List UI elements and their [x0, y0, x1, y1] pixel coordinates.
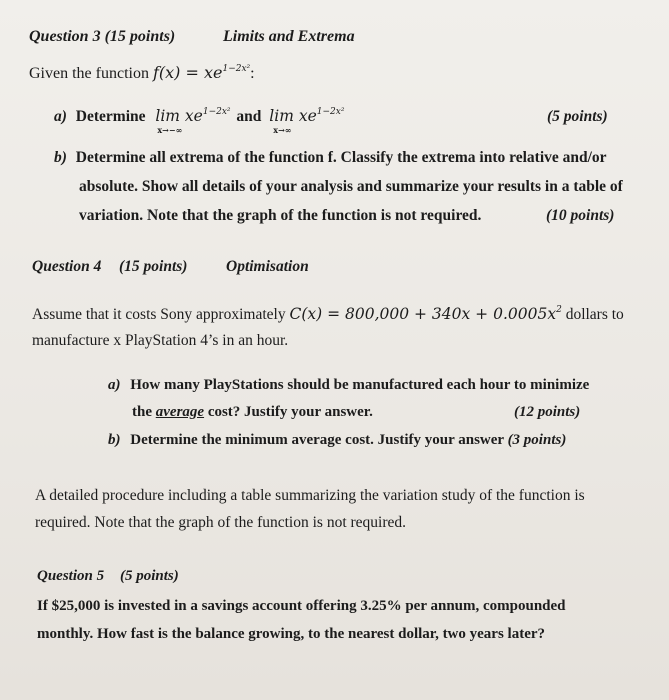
q3-a-label: a): [54, 108, 67, 125]
q3-b-text-2: absolute. Show all details of your analysis and summarize your results in a table of: [79, 178, 623, 195]
q3-given-suffix: :: [250, 65, 255, 82]
q3-lim1-exponent: 1−2x²: [202, 107, 231, 117]
q4-a-average: average: [155, 404, 205, 420]
q4-a-label: a): [108, 377, 121, 393]
q4-note-line2: required. Note that the graph of the function is not required.: [35, 514, 407, 531]
q5-heading: Question 5: [37, 568, 105, 584]
q5-line1: If $25,000 is invested in a savings account offering 3.25% per annum, compounded: [37, 598, 566, 614]
q3-a-text: Determine: [75, 108, 146, 125]
q4-cost-formula: C(x) = 800,000 + 340x + 0.0005x: [289, 305, 557, 323]
q3-part-b-line1: [54, 149, 607, 167]
q3-part-a: [54, 107, 345, 135]
q5-points: (5 points): [120, 568, 179, 584]
q4-note-line1: A detailed procedure including a table summarizing the variation study of the function is: [35, 487, 585, 504]
q4-a-text-1: How many PlayStations should be manufactured each hour to minimize: [130, 377, 590, 393]
q3-limit-neg-inf: [155, 107, 231, 135]
q3-lim2-sub: x→∞: [273, 125, 292, 135]
q5-line2: monthly. How fast is the balance growing, to the nearest dollar, two years later?: [37, 626, 546, 642]
q3-lim2-expr: lim xe: [269, 107, 317, 125]
q3-function: f(x) = xe: [152, 63, 223, 82]
q3-lim1-expr: lim xe: [155, 107, 203, 125]
q3-given-prefix: Given the function: [29, 65, 153, 82]
q3-function-exponent: 1−2x²: [222, 64, 251, 74]
q4-paragraph-line2: manufacture x PlayStation 4’s in an hour.: [32, 332, 289, 349]
q3-b-label: b): [54, 149, 67, 166]
q3-topic: Limits and Extrema: [223, 28, 355, 45]
q4-paragraph-line1: [32, 305, 624, 324]
q4-cost-exponent: 2: [556, 305, 562, 315]
q4-b-points: (3 points): [507, 432, 567, 448]
q4-part-a-line2: [132, 404, 373, 421]
q3-and-text: and: [236, 108, 262, 125]
q4-b-label: b): [108, 432, 121, 448]
q4-topic: Optimisation: [226, 258, 309, 275]
q4-part-b: [108, 432, 566, 449]
q3-a-points: (5 points): [547, 108, 608, 125]
q3-given: [29, 63, 255, 83]
q4-part-a-line1: [108, 377, 589, 394]
q3-lim2-exponent: 1−2x²: [316, 107, 345, 117]
q4-heading: Question 4: [32, 258, 102, 275]
q3-limit-pos-inf: [269, 107, 345, 135]
q4-a-points: (12 points): [514, 404, 581, 420]
q4-a-pre: the: [132, 404, 156, 420]
q4-points: (15 points): [119, 258, 188, 275]
q4-a-post: cost? Justify your answer.: [204, 404, 373, 420]
q4-p1-pre: Assume that it costs Sony approximately: [32, 306, 290, 323]
q3-b-text-1: Determine all extrema of the function f. Classify the extrema into relative and/or: [75, 149, 607, 166]
q4-p1-post: dollars to: [561, 306, 624, 323]
q3-heading: Question 3 (15 points): [29, 28, 176, 45]
q3-b-text-3: variation. Note that the graph of the function is not required.: [79, 207, 482, 224]
q3-lim1-sub: x→−∞: [157, 125, 183, 135]
q4-b-text: Determine the minimum average cost. Justify your answer: [130, 432, 504, 448]
q3-b-points: (10 points): [546, 207, 615, 224]
